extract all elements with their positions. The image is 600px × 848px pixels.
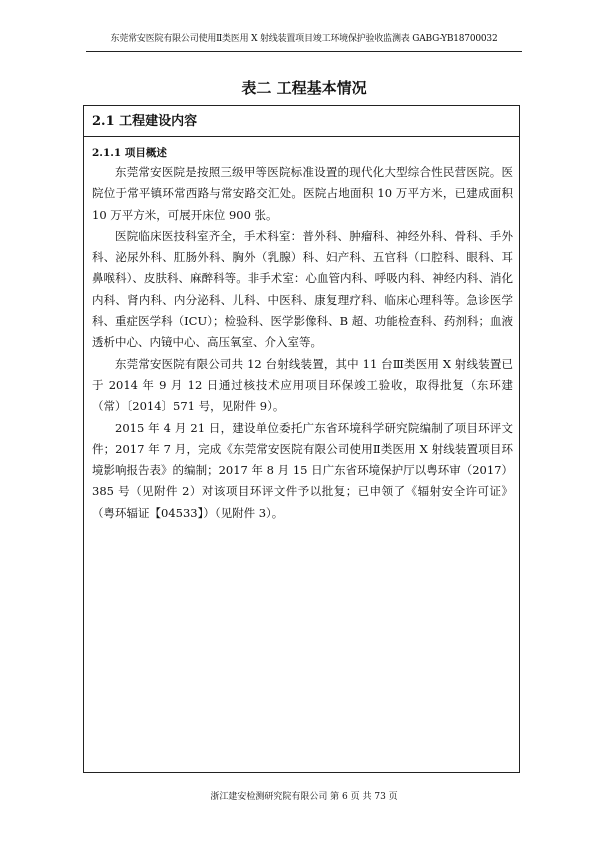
- content-frame: [83, 105, 520, 773]
- header-divider: [86, 51, 522, 52]
- table-title: 表二 工程基本情况: [241, 79, 367, 97]
- section-heading: 2.1 工程建设内容: [84, 106, 519, 137]
- subsection-heading: 2.1.1 项目概述: [92, 147, 167, 159]
- paragraph-departments: 医院临床医技科室齐全，手术科室：普外科、肿瘤科、神经外科、骨科、手外科、泌尿外科、肛肠外科、胸外（乳腺）科、妇产科、五官科（口腔科、眼科、耳鼻喉科）、皮肤科、麻醉科等。非手术室：心血管内科、呼吸内科、神经内科、消化内科、肾内科、内分泌科、儿科、中医科、康复理疗科、临床心理科等。急诊医学科、重症医学科（ICU）；检验科、医学影像科、B 超、功能检查科、药剂科；血液透析中心、内镜中心、高压氧室、介入室等。: [92, 228, 513, 350]
- body-text: [92, 162, 513, 524]
- paragraph-radiation-devices: 东莞常安医院有限公司共 12 台射线装置，其中 11 台Ⅲ类医用 X 射线装置已于 2014 年 9 月 12 日通过核技术应用项目环保竣工验收，取得批复（东环建（常）〔2014〕571 号，见附件 9）。: [92, 356, 513, 414]
- paragraph-hospital-overview: 东莞常安医院是按照三级甲等医院标准设置的现代化大型综合性民营医院。医院位于常平镇环常西路与常安路交汇处。医院占地面积 10 万平方米，已建成面积 10 万平方米，可展开床位 900 张。: [92, 165, 513, 222]
- page-footer: 浙江建安检测研究院有限公司 第 6 页 共 73 页: [210, 792, 398, 802]
- paragraph-eia-approval: 2015 年 4 月 21 日，建设单位委托广东省环境科学研究院编制了项目环评文件；2017 年 7 月，完成《东莞常安医院有限公司使用Ⅱ类医用 X 射线装置项目环境影响报告表》的编制；2017 年 8 月 15 日广东省环境保护厅以粤环审（2017）385 号（见附件 2）对该项目环评文件予以批复；已申领了《辐射安全许可证》（粤环辐证【04533】）（见附件 3）。: [92, 420, 513, 520]
- running-header: 东莞常安医院有限公司使用Ⅱ类医用 X 射线装置项目竣工环境保护验收监测表 GABG-YB18700032: [110, 34, 498, 44]
